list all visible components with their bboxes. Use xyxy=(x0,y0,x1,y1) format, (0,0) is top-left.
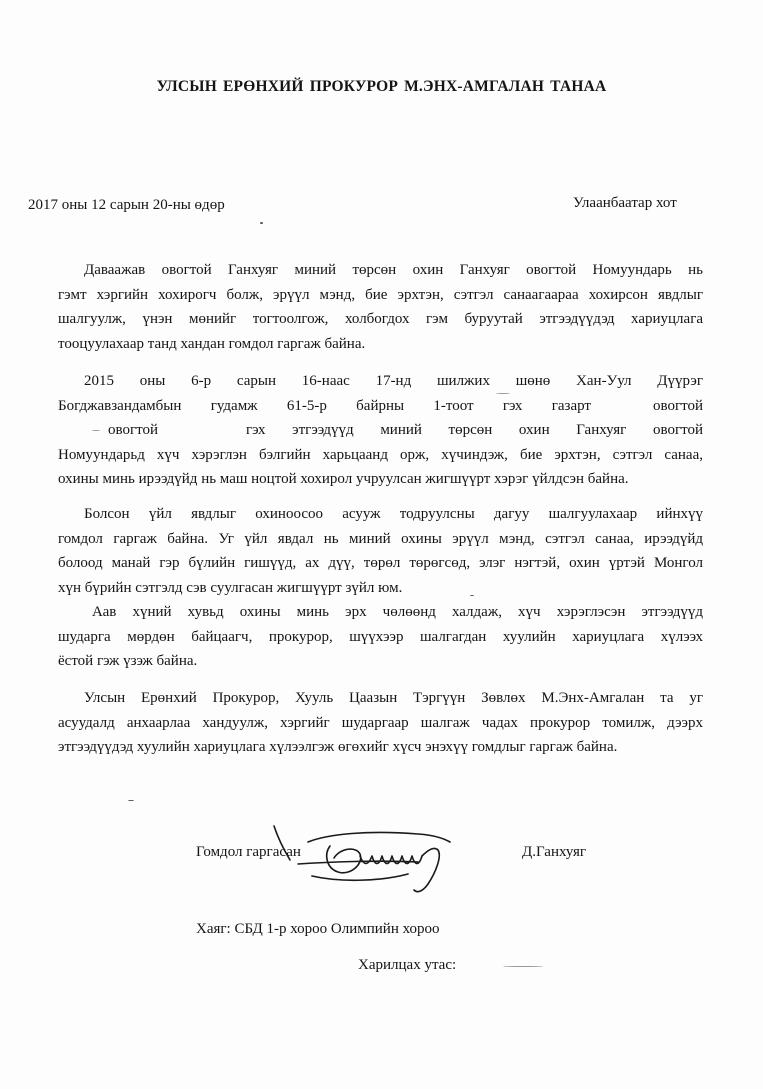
scan-speck xyxy=(503,966,543,967)
scan-speck xyxy=(92,430,100,431)
signature-label: Гомдол гаргасан xyxy=(196,844,301,860)
document-city: Улаанбаатар хот xyxy=(573,195,677,211)
paragraph-line: хүн бүрийн сэтгэлд сэв суулгасан жигшүүрт зүйл юм. xyxy=(58,579,403,596)
document-title: УЛСЫН ЕРӨНХИЙ ПРОКУРОР М.ЭНХ-АМГАЛАН ТАНАА xyxy=(156,78,607,95)
scan-speck xyxy=(260,222,263,224)
paragraph-line-with-redaction xyxy=(58,394,703,419)
paragraph-3 xyxy=(58,502,703,600)
address-line: Хаяг: СБД 1-р хороо Олимпийн хороо xyxy=(196,921,440,937)
paragraph-line: Номуундарьд хүч хэрэглэн бэлгийн харьцаанд орж, хүчиндэж, бие эрхтэн, сэтгэл санаа, xyxy=(58,446,703,463)
paragraph-line: гэмт хэргийн хохирогч болж, эрүүл мэнд, бие эрхтэн, сэтгэл санаагаараа хохирсон явдлыг xyxy=(58,286,703,303)
paragraph-line: Даваажав овогтой Ганхуяг миний төрсөн охин Ганхуяг овогтой Номуундарь нь xyxy=(84,262,703,278)
paragraph-line: Аав хүний хувьд охины минь эрх чөлөөнд халдаж, хүч хэрэглэсэн этгээдүүд xyxy=(92,604,703,620)
scan-speck xyxy=(496,393,510,394)
paragraph-line: Болсон үйл явдлыг охиноосоо асууж тодруулсны дагуу шалгуулахаар ийнхүү xyxy=(84,506,703,522)
paragraph-4 xyxy=(58,600,703,674)
scan-speck xyxy=(470,595,474,596)
paragraph-line: гомдол гаргаж байна. Уг үйл явдал нь миний охины эрүүл мэнд, сэтгэл санаа, ирээдүйд xyxy=(58,530,703,547)
redacted-surname-label: овогтой xyxy=(108,422,159,438)
paragraph-line: шударга мөрдөн байцаагч, прокурор, шүүхээр шалгагдан хуулийн хариуцлага хүлээх xyxy=(58,628,703,645)
document-date: 2017 оны 12 сарын 20-ны өдөр xyxy=(28,197,225,213)
paragraph-line: болоод манай гэр бүлийн гишүүд, ах дүү, төрөл төрөгсөд, элэг нэгтэй, охин үртэй Монгол xyxy=(58,555,703,571)
paragraph-line: ёстой гэж үзэж байна. xyxy=(58,653,198,669)
paragraph-line: этгээдүүдэд хуулийн хариуцлага хүлээлгэж өгөхийг хүсч энэхүү гомдлыг гаргаж байна. xyxy=(58,739,618,755)
paragraph-line: 2015 оны 6-р сарын 16-наас 17-нд шилжих шөнө Хан-Уул Дүүрэг xyxy=(84,373,703,389)
scan-speck xyxy=(128,800,134,801)
paragraph-1 xyxy=(58,258,703,356)
paragraph-line-text: Богджавзандамбын гудамж 61-5-р байрны 1-тоот гэх газарт xyxy=(58,397,591,414)
phone-label: Харилцах утас: xyxy=(358,957,457,973)
paragraph-line-with-redaction xyxy=(58,418,703,443)
paragraph-line: охины минь ирээдүйд нь маш ноцтой хохирол учруулсан жигшүүрт хэрэг үйлдсэн байна. xyxy=(58,471,629,487)
paragraph-2 xyxy=(58,369,703,492)
paragraph-line: тооцуулахаар танд хандан гомдол гаргаж байна. xyxy=(58,335,366,352)
handwritten-signature xyxy=(268,816,458,898)
paragraph-line-text: гэх этгээдүүд миний төрсөн охин Ганхуяг овогтой xyxy=(246,422,703,438)
paragraph-5 xyxy=(58,686,703,760)
signer-name: Д.Ганхуяг xyxy=(522,844,587,860)
redacted-surname-label: овогтой xyxy=(652,397,703,414)
paragraph-line: Улсын Ерөнхий Прокурор, Хууль Цаазын Тэргүүн Зөвлөх М.Энх-Амгалан та уг xyxy=(84,690,703,706)
paragraph-line: шалгуулж, үнэн мөнийг тогтоолгож, холбогдох гэм буруутай этгээдүүдэд хариуцлага xyxy=(58,311,703,327)
paragraph-line: асуудалд анхаарлаа хандуулж, хэргийг шударгаар шалгаж чадах прокурор томилж, дээрх xyxy=(58,714,703,731)
